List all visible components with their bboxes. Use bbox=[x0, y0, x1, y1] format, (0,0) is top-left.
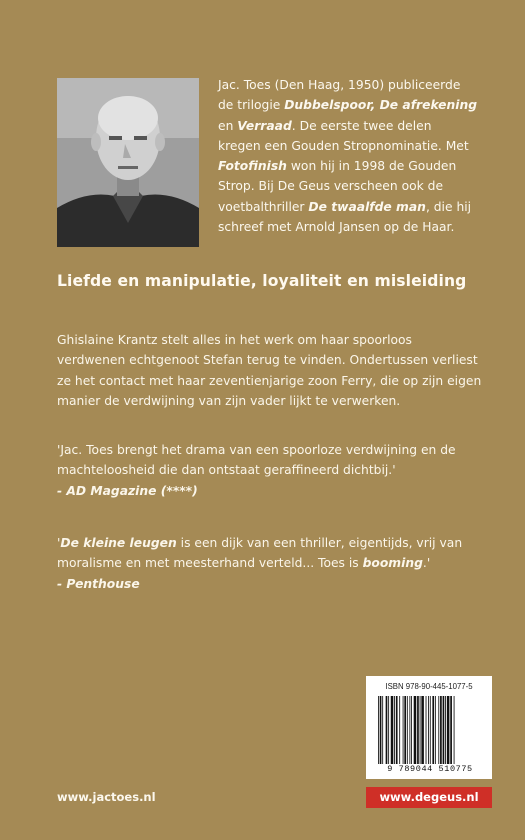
review-source: - Penthouse bbox=[57, 576, 140, 591]
barcode-bar bbox=[454, 696, 455, 764]
author-portrait-image bbox=[57, 78, 199, 247]
italic-title-text: De kleine leugen bbox=[60, 536, 177, 550]
barcode-bar bbox=[443, 696, 445, 764]
barcode-bar bbox=[426, 696, 427, 764]
barcode-digits: 9 789044 510775 bbox=[387, 764, 473, 774]
italic-title-text: Dubbelspoor, De afrekening bbox=[284, 98, 478, 113]
barcode-bar bbox=[421, 696, 424, 764]
barcode-bar bbox=[438, 696, 439, 764]
text-segment: won hij in 1998 de Gouden Strop. Bij De Geus verscheen ook de voetbalthriller bbox=[218, 159, 457, 214]
text-segment: , die hij schreef met Arnold Jansen op de Haar. bbox=[218, 199, 472, 235]
review-quote-text: 'Jac. Toes brengt het drama van een spoorloze verdwijning en de machteloosheid die dan ontstaat geraffineerd dichtbij.' bbox=[57, 443, 456, 478]
barcode-bar bbox=[450, 696, 452, 764]
review-quote-penthouse bbox=[57, 533, 482, 594]
barcode-bar bbox=[396, 696, 398, 764]
barcode-bar bbox=[404, 696, 406, 764]
barcode-bar bbox=[391, 696, 394, 764]
barcode-bar bbox=[445, 696, 446, 764]
barcode-bar bbox=[399, 696, 400, 764]
barcode-bar bbox=[388, 696, 389, 764]
italic-title-text: De twaalfde man bbox=[308, 199, 426, 214]
review-quote-ad-magazine bbox=[57, 440, 482, 501]
text-segment: Jac. Toes (Den Haag, 1950) publiceerde de trilogie bbox=[218, 78, 461, 113]
text-segment: en bbox=[218, 118, 238, 133]
isbn-label: ISBN 978-90-445-1077-5 bbox=[385, 682, 473, 691]
barcode-bars bbox=[378, 696, 482, 764]
tagline-heading: Liefde en manipulatie, loyaliteit en misleiding bbox=[57, 272, 467, 290]
barcode-bar bbox=[378, 696, 379, 764]
italic-title-text: Verraad bbox=[237, 118, 292, 133]
barcode-bar bbox=[403, 696, 404, 764]
text-segment: .' bbox=[422, 556, 431, 571]
text-segment: . De eerste twee delen kregen een Gouden Stropnominatie. Met bbox=[218, 118, 469, 153]
barcode-bar bbox=[420, 696, 421, 764]
barcode-bar bbox=[409, 696, 410, 764]
barcode-bar bbox=[432, 696, 434, 764]
barcode-bar bbox=[430, 696, 431, 764]
barcode-bar bbox=[407, 696, 408, 764]
barcode-bar bbox=[380, 696, 382, 764]
isbn-barcode bbox=[366, 676, 492, 779]
barcode-bar bbox=[386, 696, 388, 764]
italic-title-text: Fotofinish bbox=[218, 159, 287, 174]
author-website-link: www.jactoes.nl bbox=[57, 790, 156, 804]
synopsis-text: Ghislaine Krantz stelt alles in het werk om haar spoorloos verdwenen echtgenoot Stefan terug te vinden. Ondertussen verliest ze het contact met haar zeventienjarige zoon Ferry, die op zijn eigen manier de verdwijning van zijn vader lijkt te verwerken. bbox=[57, 333, 482, 408]
text-segment: ' bbox=[57, 536, 61, 550]
author-bio bbox=[218, 75, 478, 237]
barcode-bar bbox=[382, 696, 383, 764]
author-photo bbox=[57, 78, 199, 247]
review-quote-text bbox=[57, 536, 462, 570]
barcode-bar bbox=[414, 696, 417, 764]
barcode-bar bbox=[417, 696, 419, 764]
publisher-website-link: www.degeus.nl bbox=[366, 787, 492, 808]
author-bio-text bbox=[218, 75, 478, 237]
barcode-bar bbox=[435, 696, 436, 764]
barcode-bar bbox=[394, 696, 395, 764]
review-source: - AD Magazine (****) bbox=[57, 483, 198, 498]
barcode-bar bbox=[440, 696, 442, 764]
text-segment: is een dijk van een thriller, eigentijds, vrij van moralisme en met meesterhand verteld... Toes is bbox=[57, 536, 463, 571]
italic-title-text: booming bbox=[362, 556, 423, 571]
barcode-bar bbox=[428, 696, 429, 764]
barcode-bar bbox=[447, 696, 450, 764]
barcode-bar bbox=[411, 696, 412, 764]
